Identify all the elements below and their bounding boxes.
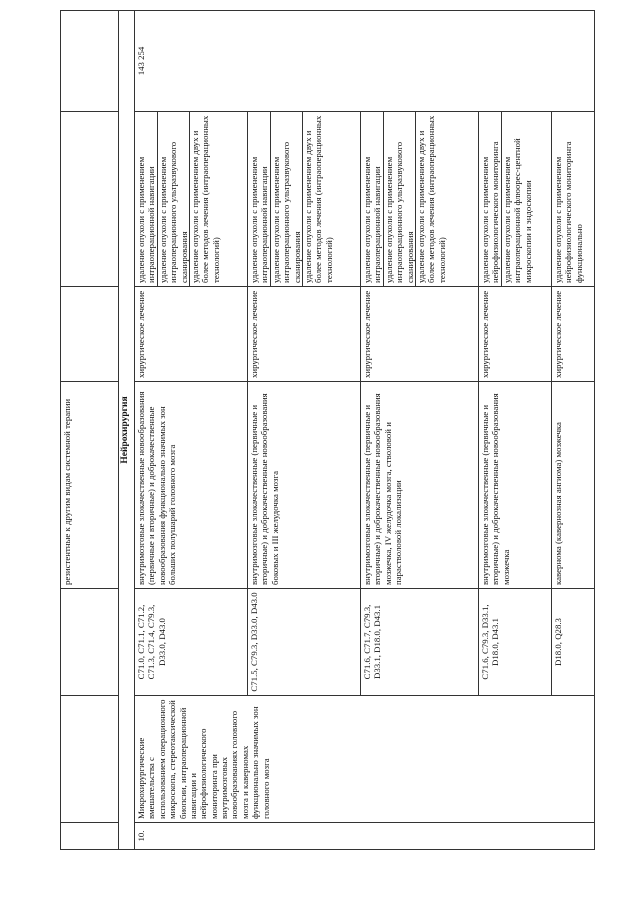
section-header-row bbox=[119, 11, 135, 850]
method-item: удаление опухоли с применением интраоперационной навигации bbox=[136, 156, 157, 283]
treatment-type: хирургическое лечение bbox=[248, 287, 361, 382]
method-item: удаление опухоли с применением интраоперационной флюорес-центной микроскопии и эндоскопии bbox=[501, 112, 533, 286]
treatment-methods bbox=[479, 112, 552, 287]
treatment-type: хирургическое лечение bbox=[479, 287, 552, 382]
method-item: удаление опухоли с применением интраоперационной навигации bbox=[362, 156, 383, 283]
icd-codes: D18.0, Q28.3 bbox=[552, 589, 595, 696]
treatment-methods bbox=[248, 112, 361, 287]
treatment-type: хирургическое лечение bbox=[361, 287, 479, 382]
treatment-type: хирургическое лечение bbox=[135, 287, 248, 382]
icd-codes: C71.6, C79.3, D33.1, D18.0, D43.1 bbox=[479, 589, 552, 696]
treatment-methods bbox=[361, 112, 479, 287]
patient-model: внутримозговые злокачественные (первичные и вторичные) и доброкачественные новообразования мозжечка, IV желудочка мозга, стволовой и парастволовой локализации bbox=[361, 382, 479, 589]
group-name: Микрохирургические вмешательства с использованием операционного микроскопа, стереотаксической биопсии, интраоперационной навигации и нейрофизиологического мониторинга при внутримозговых новообразованиях головного мозга и каверномах функционально значимых зон головного мозга bbox=[135, 696, 595, 823]
method-item: удаление опухоли с применением интраоперационного ультразвукового сканирования bbox=[270, 112, 302, 286]
treatment-methods bbox=[552, 112, 595, 287]
group-number: 10. bbox=[135, 823, 595, 850]
treatment-methods bbox=[135, 112, 248, 287]
section-title: Нейрохирургия bbox=[119, 11, 135, 850]
icd-codes: C71.5, C79.3, D33.0, D43.0 bbox=[248, 589, 361, 696]
patient-model: кавернома (кавернозная ангиома) мозжечка bbox=[552, 382, 595, 589]
table-row bbox=[135, 11, 248, 850]
patient-model: внутримозговые злокачественные (первичные и вторичные) и доброкачественные новообразования боковых и III желудочка мозга bbox=[248, 382, 361, 589]
method-item: удаление опухоли с применением двух и более методов лечения (интраоперационных технологий) bbox=[302, 112, 334, 286]
disease-fragment: резистентные к другим видам системной терапии bbox=[61, 382, 119, 589]
method-item: удаление опухоли с применением интраоперационного ультразвукового сканирования bbox=[383, 112, 415, 286]
method-item: удаление опухоли с применением двух и более методов лечения (интраоперационных технологий) bbox=[415, 112, 447, 286]
table-row bbox=[61, 11, 119, 850]
method-item: удаление опухоли с применением двух и более методов лечения (интраоперационных технологий) bbox=[189, 112, 221, 286]
financial-norm: 143 254 bbox=[135, 11, 595, 112]
method-item: удаление опухоли с применением нейрофизиологического мониторинга bbox=[480, 141, 501, 283]
icd-codes: C71.6, C71.7, C79.3, D33.1, D18.0, D43.1 bbox=[361, 589, 479, 696]
method-item: удаление опухоли с применением интраоперационного ультразвукового сканирования bbox=[157, 112, 189, 286]
rotated-page bbox=[60, 46, 640, 850]
method-item: удаление опухоли с применением нейрофизиологического мониторинга функционально bbox=[553, 141, 584, 283]
icd-codes: C71.0, C71.1, C71.2, C71.3, C71.4, C79.3, D33.0, D43.0 bbox=[135, 589, 248, 696]
patient-model: внутримозговые злокачественные новообразования (первичные и вторичные) и доброкачественные новообразования функционально значимых зон больших полушарий головного мозга bbox=[135, 382, 248, 589]
medical-care-table bbox=[60, 10, 595, 850]
treatment-type: хирургическое лечение bbox=[552, 287, 595, 382]
patient-model: внутримозговые злокачественные (первичные и вторичные) и доброкачественные новообразования мозжечка bbox=[479, 382, 552, 589]
method-item: удаление опухоли с применением интраоперационной навигации bbox=[249, 156, 270, 283]
